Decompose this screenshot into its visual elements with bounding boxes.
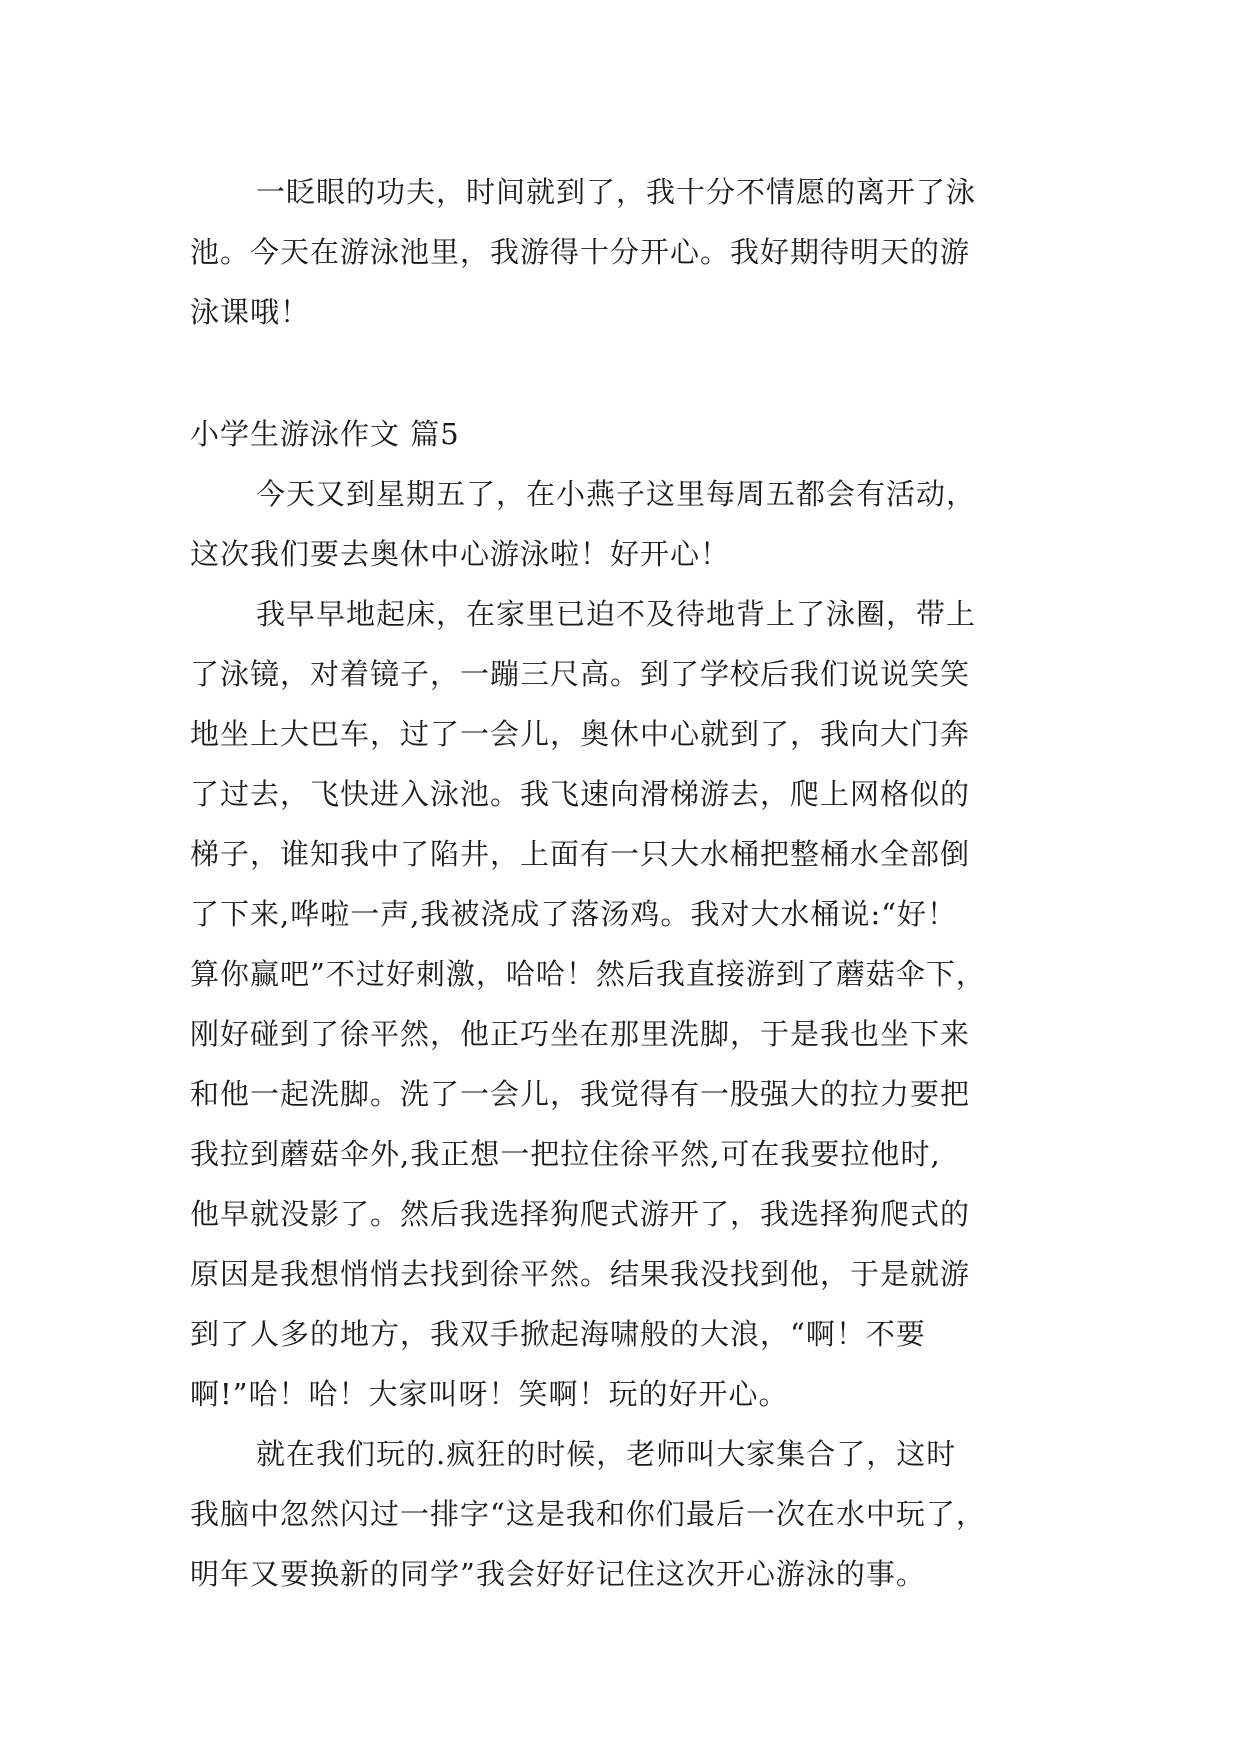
- paragraph-line: 地坐上大巴车，过了一会儿，奥休中心就到了，我向大门奔: [190, 717, 971, 751]
- paragraph-line: 了下来,哗啦一声,我被浇成了落汤鸡。我对大水桶说:“好！: [190, 897, 958, 931]
- paragraph-line: 和他一起洗脚。洗了一会儿，我觉得有一股强大的拉力要把: [190, 1077, 971, 1111]
- paragraph-line: 到了人多的地方，我双手掀起海啸般的大浪，“啊！不要: [190, 1317, 926, 1351]
- paragraph-line: 泳课哦！: [190, 295, 311, 329]
- paragraph-2: [190, 584, 1060, 1424]
- paragraph-line: 了过去，飞快进入泳池。我飞速向滑梯游去，爬上网格似的: [190, 777, 971, 811]
- paragraph-line: 算你赢吧”不过好刺激，哈哈！然后我直接游到了蘑菇伞下，: [190, 957, 986, 991]
- section-title: 小学生游泳作文 篇5: [190, 417, 460, 451]
- paragraph-line: 啊!”哈！哈！大家叫呀！笑啊！玩的好开心。: [190, 1377, 789, 1411]
- paragraph-line: 池。今天在游泳池里，我游得十分开心。我好期待明天的游: [190, 235, 971, 269]
- paragraph-line: 明年又要换新的同学”我会好好记住这次开心游泳的事。: [190, 1557, 926, 1591]
- paragraph-line: 他早就没影了。然后我选择狗爬式游开了，我选择狗爬式的: [190, 1197, 971, 1231]
- paragraph-line: 原因是我想悄悄去找到徐平然。结果我没找到他，于是就游: [190, 1257, 971, 1291]
- spacer: [190, 342, 1060, 404]
- paragraph-line: 我脑中忽然闪过一排字“这是我和你们最后一次在水中玩了，: [190, 1497, 986, 1531]
- paragraph-line: 这次我们要去奥休中心游泳啦！好开心！: [190, 537, 731, 571]
- paragraph-line: 刚好碰到了徐平然，他正巧坐在那里洗脚，于是我也坐下来: [190, 1017, 971, 1051]
- paragraph-line: 我拉到蘑菇伞外,我正想一把拉住徐平然,可在我要拉他时,: [190, 1137, 941, 1171]
- paragraph-line: 我早早地起床，在家里已迫不及待地背上了泳圈，带上: [256, 597, 977, 631]
- document-body: [190, 162, 1060, 1604]
- paragraph-1: [190, 464, 1060, 584]
- paragraph-line: 一眨眼的功夫，时间就到了，我十分不情愿的离开了泳: [256, 175, 977, 209]
- paragraph-line: 了泳镜，对着镜子，一蹦三尺高。到了学校后我们说说笑笑: [190, 657, 971, 691]
- paragraph-line: 梯子，谁知我中了陷井，上面有一只大水桶把整桶水全部倒: [190, 837, 971, 871]
- intro-paragraph: [190, 162, 1060, 342]
- paragraph-line: 今天又到星期五了，在小燕子这里每周五都会有活动，: [256, 477, 977, 511]
- paragraph-line: 就在我们玩的.疯狂的时候，老师叫大家集合了，这时: [256, 1437, 957, 1471]
- paragraph-3: [190, 1424, 1060, 1604]
